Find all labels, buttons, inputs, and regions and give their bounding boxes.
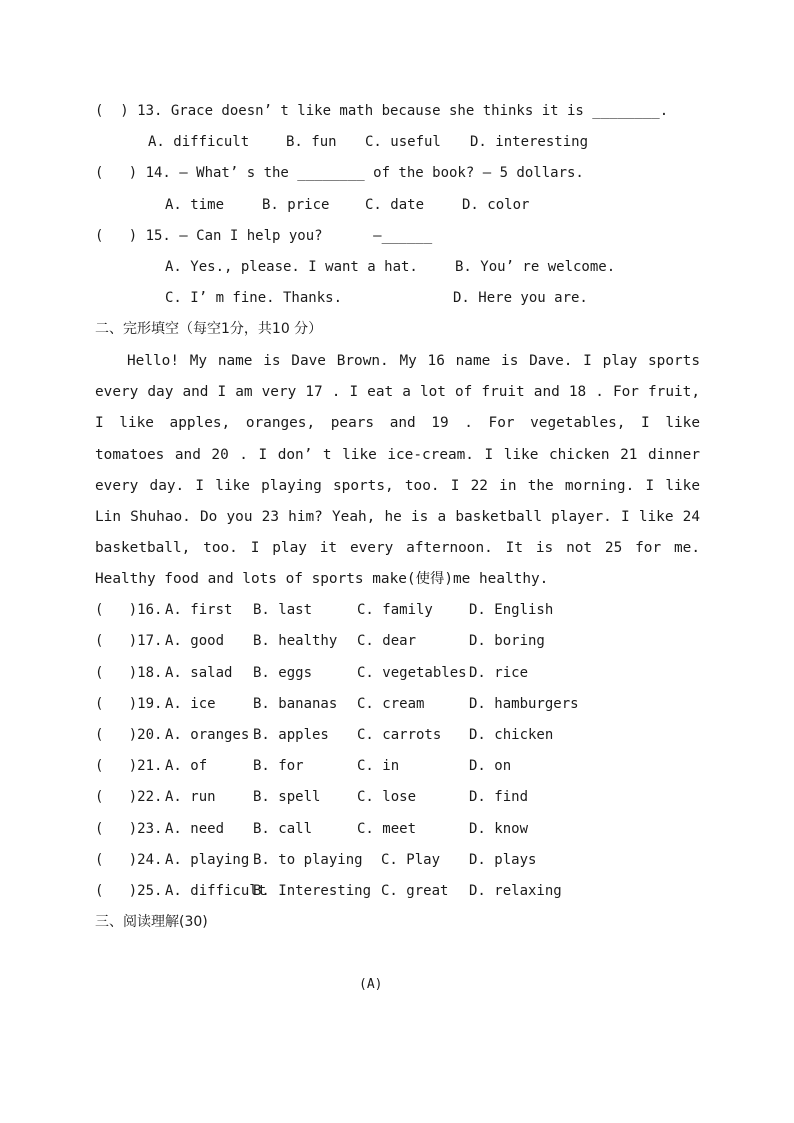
option-c: C. meet (357, 821, 417, 837)
option-d: D. plays (469, 852, 537, 868)
item-number: ( )24. (95, 852, 163, 868)
option-a: A. need (165, 821, 225, 837)
item-number: ( )22. (95, 789, 163, 805)
option-d: D. know (469, 821, 529, 837)
option-c: C. vegetables (357, 665, 467, 681)
q15-option-b: B. You’ re welcome. (455, 259, 616, 275)
option-a: A. run (165, 789, 216, 805)
q14-option-c: C. date (365, 197, 425, 213)
option-b: B. bananas (253, 696, 338, 712)
option-b: B. call (253, 821, 313, 837)
q13-option-a: A. difficult (148, 134, 250, 150)
option-a: A. good (165, 633, 225, 649)
q15-option-c: C. I’ m fine. Thanks. (165, 290, 343, 306)
option-c: C. great (381, 883, 449, 899)
option-c: C. Play (381, 852, 441, 868)
item-number: ( )16. (95, 602, 163, 618)
option-b: B. spell (253, 789, 321, 805)
section-2-heading: 二、完形填空（每空1分，共10 分） (95, 321, 323, 337)
option-d: D. English (469, 602, 554, 618)
option-a: A. first (165, 602, 233, 618)
item-number: ( )17. (95, 633, 163, 649)
option-c: C. lose (357, 789, 417, 805)
option-b: B. last (253, 602, 313, 618)
q15-option-a: A. Yes., please. I want a hat. (165, 259, 418, 275)
item-number: ( )20. (95, 727, 163, 743)
cloze-passage: Hello! My name is Dave Brown. My 16 name is Dave. I play sports every day and I am very 17 . I eat a lot of fruit and 18 . For fruit, I like apples, oranges, pears and 19 . For vegetables, I like tomatoes and 20 . I don’ t like ice-cream. I like chicken 21 dinner every day. I like playing sports, too. I 22 in the morning. I like Lin Shuhao. Do you 23 him? Yeah, he is a basketball player. I like 24 basketball, too. I play it every afternoon. It is not 25 for me. Healthy food and lots of sports make(使得)me healthy. (95, 353, 700, 588)
option-a: A. salad (165, 665, 233, 681)
option-c: C. dear (357, 633, 417, 649)
option-d: D. rice (469, 665, 529, 681)
section-3-heading: 三、阅读理解(30) (95, 914, 208, 930)
option-a: A. difficult (165, 883, 267, 899)
q14-option-a: A. time (165, 197, 225, 213)
option-d: D. chicken (469, 727, 554, 743)
option-b: B. Interesting (253, 883, 372, 899)
option-a: A. playing (165, 852, 250, 868)
item-number: ( )19. (95, 696, 163, 712)
item-number: ( )21. (95, 758, 163, 774)
q14-option-d: D. color (462, 197, 530, 213)
q13-option-b: B. fun (286, 134, 337, 150)
item-number: ( )23. (95, 821, 163, 837)
option-d: D. on (469, 758, 512, 774)
option-b: B. to playing (253, 852, 363, 868)
question-14-stem: ( ) 14. — What’ s the ________ of the book? — 5 dollars. (95, 165, 584, 181)
option-c: C. cream (357, 696, 425, 712)
option-c: C. family (357, 602, 433, 618)
option-d: D. find (469, 789, 529, 805)
reading-part-label: (A) (359, 977, 383, 992)
option-c: C. in (357, 758, 400, 774)
option-d: D. hamburgers (469, 696, 579, 712)
option-d: D. boring (469, 633, 545, 649)
option-b: B. apples (253, 727, 329, 743)
option-d: D. relaxing (469, 883, 562, 899)
q13-option-d: D. interesting (470, 134, 589, 150)
q13-option-c: C. useful (365, 134, 441, 150)
item-number: ( )25. (95, 883, 163, 899)
option-a: A. of (165, 758, 208, 774)
q15-option-d: D. Here you are. (453, 290, 588, 306)
q14-option-b: B. price (262, 197, 330, 213)
option-a: A. oranges (165, 727, 250, 743)
question-13-stem: ( ) 13. Grace doesn’ t like math because she thinks it is ________. (95, 103, 669, 119)
option-b: B. healthy (253, 633, 338, 649)
option-b: B. for (253, 758, 304, 774)
option-a: A. ice (165, 696, 216, 712)
item-number: ( )18. (95, 665, 163, 681)
question-15-stem: ( ) 15. — Can I help you? —______ (95, 228, 433, 244)
option-b: B. eggs (253, 665, 313, 681)
option-c: C. carrots (357, 727, 442, 743)
